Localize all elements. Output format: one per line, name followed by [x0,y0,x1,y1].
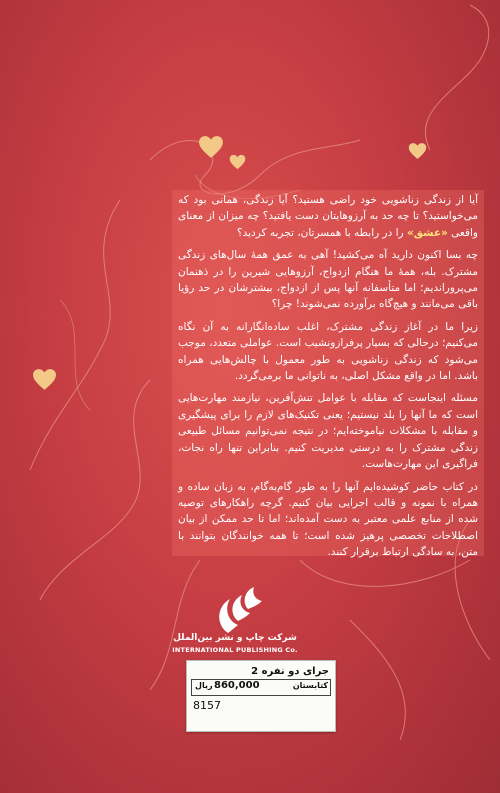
sticker-code: 8157 [193,699,221,712]
sticker-price-box [191,679,331,696]
highlighted-word: «عشق» [406,226,448,239]
heart-icon [198,135,224,159]
blurb-paragraph: زیرا ما در آغاز زندگی مشترک، اغلب ساده‌انگارانه به آن نگاه می‌کنیم؛ درحالی که بسیار پرفرازونشیب است. عواملی متعدد، موجب می‌شود که زندگی زناشویی به طور معمول با چالش‌هایی همراه باشد. اما در واقع مشکل اصلی، به ناتوانی ما برمی‌گردد. [178,320,478,383]
back-cover-blurb [178,192,478,567]
publisher-logo [208,581,268,637]
sticker-price: 860,000 [214,680,260,691]
blurb-paragraph: آیا از زندگی زناشویی خود راضی هستید؟ آیا زندگی، همانی بود که می‌خواستید؟ تا چه حد به آرزوهایتان دست یافتید؟ چه میزان از معنای واقعی «عشق» را در رابطه با همسرتان، تجربه کردید؟ [178,194,478,239]
blurb-paragraph: مسئله اینجاست که مقابله با عوامل تنش‌آفرین، نیازمند مهارت‌هایی است که ما آنها را بلد نیستیم؛ یعنی تکنیک‌های لازم را برای پیشگیری و مقابله با مشکلات نیاموخته‌ایم؛ در نتیجه نمی‌توانیم مسائل طبیعی زندگی مشترک را به درستی مدیریت کنیم. بنابراین تنها راه نجات، فراگیری این مهارت‌هاست. [178,392,478,471]
blurb-paragraph: در کتاب حاضر کوشیده‌ایم آنها را به طور گام‌به‌گام، به زبان ساده و همراه با نمونه و قالب اجرایی بیان کنیم. گرچه راهکارهای توصیه شده از منابع علمی معتبر به دست آمده‌اند؛ اما تا حد ممکن از بیان اصطلاحات تخصصی پرهیز شده است؛ تا همه خوانندگان بتوانند با متن، به سادگی ارتباط برقرار کنند. [178,480,478,559]
heart-icon [229,154,246,170]
sticker-currency: ریال [195,681,213,690]
heart-icon [408,142,427,160]
sticker-book-title: جرای دو نفره 2 [251,666,329,677]
publisher-name-fa: شرکت چاپ و نشر بین‌الملل [173,633,297,643]
price-sticker [186,660,336,732]
heart-icon [32,368,57,391]
publisher-name-en: INTERNATIONAL PUBLISHING Co. [172,646,298,654]
sticker-store-name: کتابستان [292,681,328,690]
blurb-paragraph: چه بسا اکنون دارید آه می‌کشید! آهی به عمق همهٔ سال‌های زندگی مشترک. بله، همهٔ ما هنگام ازدواج، آرزوهایی شیرین را در ذهنمان می‌پروراندیم؛ اما متأسفانه آنها پس از ازدواج، بیشترشان در حد رؤیا باقی می‌مانند و هیچ‌گاه برآورده نمی‌شوند! چرا؟ [178,249,478,311]
